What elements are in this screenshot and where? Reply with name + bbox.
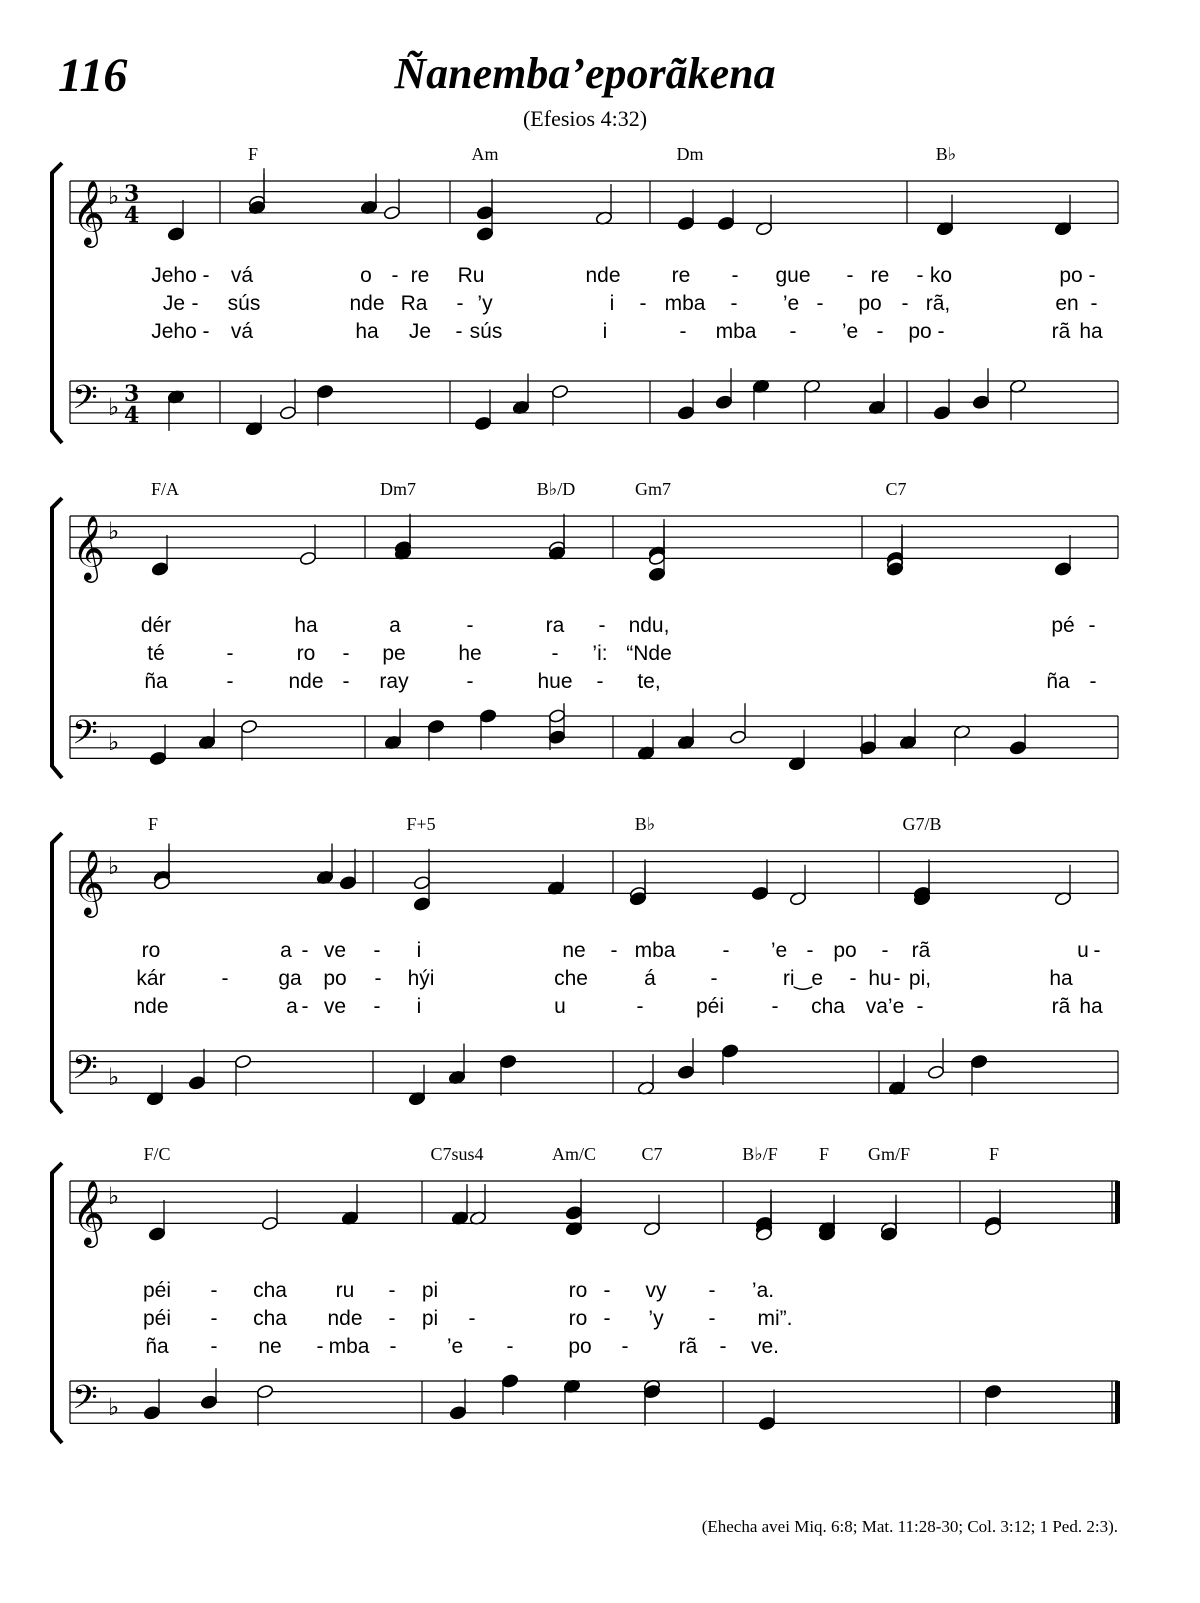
chord-symbol: B♭/D	[536, 479, 576, 499]
lyric-syllable: u	[1077, 939, 1089, 962]
lyric-syllable: i	[602, 320, 608, 343]
lyric-syllable: cha	[253, 1279, 287, 1302]
lyric-syllable: ru	[335, 1279, 355, 1302]
lyric-syllable: ña	[144, 670, 168, 693]
treble-note	[151, 562, 169, 577]
lyric-syllable: -	[849, 967, 857, 990]
treble-note	[751, 886, 769, 901]
lyric-syllable: -	[893, 967, 901, 990]
system-bracket	[52, 1163, 62, 1443]
lyric-syllable: a	[389, 614, 401, 637]
lyric-syllable: ne	[258, 1335, 282, 1358]
treble-note	[299, 551, 317, 566]
bass-note	[499, 1054, 517, 1069]
lyric-syllable: pi	[421, 1279, 439, 1302]
lyric-syllable: -	[937, 320, 945, 343]
lyric-syllable: -	[876, 320, 884, 343]
lyric-syllable: po	[323, 967, 347, 990]
lyric-syllable: ro	[296, 642, 316, 665]
treble-note	[717, 216, 735, 231]
lyric-syllable: a	[280, 939, 292, 962]
lyric-syllable: -	[846, 264, 854, 287]
bass-note	[479, 709, 497, 724]
lyric-syllable: -	[789, 320, 797, 343]
lyric-syllable: -	[1088, 614, 1096, 637]
lyric-syllable: ve	[323, 939, 347, 962]
lyric-syllable: -	[455, 320, 463, 343]
chord-symbol: F/A	[150, 479, 180, 499]
lyric-syllable: -	[210, 1279, 218, 1302]
lyric-syllable: Je	[162, 292, 186, 315]
lyric-syllable: Ra	[400, 292, 428, 315]
lyric-syllable: pi,	[908, 967, 932, 990]
lyric-syllable: nde	[585, 264, 621, 287]
lyric-syllable: i	[416, 939, 422, 962]
lyric-syllable: mba	[664, 292, 706, 315]
lyric-syllable: -	[916, 264, 924, 287]
lyric-syllable: i	[609, 292, 615, 315]
lyric-syllable: hu	[868, 967, 892, 990]
lyric-syllable: -	[916, 995, 924, 1018]
lyric-syllable: -	[1093, 939, 1101, 962]
lyric-syllable: péi	[695, 995, 725, 1018]
lyric-syllable: te,	[637, 670, 661, 693]
lyric-syllable: -	[621, 1335, 629, 1358]
time-signature-top: 3	[124, 181, 140, 208]
lyric-syllable: -	[202, 320, 210, 343]
time-signature-bottom: 4	[124, 202, 140, 229]
lyric-syllable: pe	[382, 642, 406, 665]
lyric-syllable: -	[816, 292, 824, 315]
lyric-syllable: -	[719, 1335, 727, 1358]
lyric-syllable: -	[466, 670, 474, 693]
lyric-syllable: Ru	[457, 264, 485, 287]
bass-staff	[70, 1379, 1120, 1425]
lyric-syllable: cha	[253, 1307, 287, 1330]
treble-note	[383, 205, 401, 220]
lyric-syllable: ve	[323, 995, 347, 1018]
chord-symbol: Dm	[676, 144, 704, 164]
lyric-syllable: -	[466, 614, 474, 637]
lyric-syllable: ra	[545, 614, 565, 637]
bass-note	[1009, 740, 1027, 755]
treble-staff	[70, 515, 1118, 582]
lyric-syllable: -	[468, 1307, 476, 1330]
lyric-syllable: mba	[634, 939, 676, 962]
lyric-syllable: nde	[288, 670, 324, 693]
lyric-syllable: -	[391, 264, 399, 287]
lyric-syllable: -	[603, 1307, 611, 1330]
lyric-syllable: -	[388, 1307, 396, 1330]
treble-note	[476, 227, 494, 242]
final-barline-thick	[1115, 1381, 1120, 1423]
bass-note	[984, 1384, 1002, 1399]
treble-note	[339, 875, 357, 890]
lyric-syllable: -	[806, 939, 814, 962]
bass-note	[677, 405, 695, 420]
lyric-syllable: péi	[142, 1279, 172, 1302]
lyric-syllable: -	[551, 642, 559, 665]
flat-key-signature-icon: ♭	[108, 1062, 120, 1091]
lyric-syllable: -	[342, 670, 350, 693]
treble-note	[413, 897, 431, 912]
lyric-syllable: á	[644, 967, 656, 990]
chord-symbol: Gm/F	[867, 1144, 911, 1164]
lyric-syllable: ha	[1079, 995, 1103, 1018]
flat-key-signature-icon: ♭	[108, 182, 120, 211]
lyric-syllable: mba	[328, 1335, 370, 1358]
flat-key-signature-icon: ♭	[108, 1392, 120, 1421]
lyric-syllable: re	[870, 264, 890, 287]
lyric-syllable: re	[671, 264, 691, 287]
lyric-syllable: ’e	[446, 1335, 464, 1358]
flat-key-signature-icon: ♭	[108, 392, 120, 421]
bass-note	[677, 1065, 695, 1080]
bass-note	[188, 1075, 206, 1090]
treble-note	[148, 1227, 166, 1242]
treble-staff	[70, 180, 1118, 247]
lyric-syllable: po	[908, 320, 932, 343]
lyric-syllable: pé	[1051, 614, 1075, 637]
lyric-syllable: -	[210, 1307, 218, 1330]
lyric-syllable: -	[710, 967, 718, 990]
lyric-syllable: po	[833, 939, 857, 962]
lyric-syllable: ’e	[841, 320, 859, 343]
bass-clef-icon: 𝄢	[72, 1048, 98, 1095]
lyric-syllable: ’e	[770, 939, 788, 962]
lyric-syllable: gue	[775, 264, 811, 287]
chord-symbol: Am/C	[551, 1144, 597, 1164]
lyric-syllable: ña	[145, 1335, 169, 1358]
treble-clef-icon: 𝄞	[72, 180, 106, 246]
bass-note	[474, 416, 492, 431]
treble-clef-icon: 𝄞	[72, 850, 106, 916]
lyric-syllable: ro	[568, 1279, 588, 1302]
lyric-syllable: rã	[1051, 995, 1071, 1018]
lyric-syllable: a	[286, 995, 298, 1018]
bass-note	[729, 730, 747, 745]
chord-symbol: Am	[471, 144, 499, 164]
lyric-syllable: -	[202, 264, 210, 287]
lyric-syllable: vá	[230, 320, 254, 343]
time-signature-bottom: 4	[124, 402, 140, 429]
lyric-syllable: -	[226, 670, 234, 693]
lyric-syllable: -	[456, 292, 464, 315]
treble-staff	[70, 1180, 1120, 1247]
chord-symbol: B♭	[634, 814, 656, 834]
flat-key-signature-icon: ♭	[108, 852, 120, 881]
lyric-syllable: -	[598, 614, 606, 637]
lyric-syllable: ha	[1049, 967, 1073, 990]
system-bracket	[52, 498, 62, 778]
lyric-syllable: re	[410, 264, 430, 287]
lyric-syllable: -	[210, 1335, 218, 1358]
lyric-syllable: o	[360, 264, 372, 287]
time-signature-top: 3	[124, 381, 140, 408]
lyric-syllable: ha	[294, 614, 318, 637]
treble-note	[261, 1216, 279, 1231]
treble-note	[648, 567, 666, 582]
treble-clef-icon: 𝄞	[72, 515, 106, 581]
chord-symbol: Dm7	[380, 479, 416, 499]
bass-note	[715, 395, 733, 410]
lyric-syllable: po	[858, 292, 882, 315]
bass-note	[279, 405, 297, 420]
lyric-syllable: va’e	[865, 995, 905, 1018]
lyric-syllable: po	[568, 1335, 592, 1358]
bass-note	[970, 1054, 988, 1069]
lyric-syllable: ne	[562, 939, 586, 962]
bass-note	[256, 1384, 274, 1399]
lyric-syllable: ’e	[782, 292, 800, 315]
lyric-syllable: vá	[230, 264, 254, 287]
lyric-syllable: po	[1059, 264, 1083, 287]
treble-clef-icon: 𝄞	[72, 1180, 106, 1246]
lyric-syllable: hue	[537, 670, 573, 693]
lyric-syllable: -	[373, 939, 381, 962]
lyric-syllable: -	[388, 1279, 396, 1302]
bass-note	[501, 1374, 519, 1389]
lyric-syllable: -	[881, 939, 889, 962]
lyric-syllable: -	[771, 995, 779, 1018]
treble-note	[167, 227, 185, 242]
lyric-syllable: -	[679, 320, 687, 343]
lyric-syllable: -	[730, 292, 738, 315]
lyric-syllable: -	[1089, 670, 1097, 693]
bass-note	[933, 405, 951, 420]
chord-symbol: F+5	[406, 814, 436, 834]
bass-note	[551, 384, 569, 399]
lyric-syllable: cha	[811, 995, 845, 1018]
music-system-2	[52, 498, 1118, 778]
lyric-syllable: ro	[568, 1307, 588, 1330]
lyric-syllable: nde	[349, 292, 385, 315]
lyric-syllable: kár	[136, 967, 166, 990]
lyric-syllable: ha	[1079, 320, 1103, 343]
lyric-syllable: péi	[142, 1307, 172, 1330]
system-bracket	[52, 163, 62, 443]
lyric-syllable: sús	[469, 320, 503, 343]
lyric-syllable: nde	[327, 1307, 363, 1330]
system-bracket	[52, 833, 62, 1113]
chord-symbol: F/C	[143, 1144, 171, 1164]
treble-note	[476, 205, 494, 220]
bass-note	[548, 730, 566, 745]
bass-note	[149, 751, 167, 766]
chord-symbol: B♭	[935, 144, 957, 164]
bass-note	[972, 395, 990, 410]
lyric-syllable: vy	[645, 1279, 667, 1302]
lyric-syllable: -	[373, 995, 381, 1018]
lyric-syllable: -	[301, 995, 309, 1018]
lyric-syllable: ha	[355, 320, 379, 343]
lyric-syllable: rã,	[925, 292, 951, 315]
bass-staff	[70, 379, 1118, 429]
bass-note	[316, 384, 334, 399]
lyric-syllable: Jeho	[151, 320, 197, 343]
chord-symbol: Gm7	[635, 479, 671, 499]
hymn-number: 116	[58, 49, 128, 102]
footer-references: (Ehecha avei Miq. 6:8; Mat. 11:28-30; Col. 3:12; 1 Ped. 2:3).	[701, 1517, 1118, 1536]
lyric-syllable: -	[708, 1279, 716, 1302]
chord-symbol: C7sus4	[430, 1144, 484, 1164]
lyric-syllable: -	[610, 939, 618, 962]
scripture-reference: (Efesios 4:32)	[522, 106, 648, 131]
lyric-syllable: mi”.	[757, 1307, 793, 1330]
lyric-syllable: “Nde	[626, 642, 672, 665]
lyric-syllable: té	[147, 642, 165, 665]
lyric-syllable: -	[731, 264, 739, 287]
lyric-syllable: -	[603, 1279, 611, 1302]
bass-note	[721, 1044, 739, 1059]
music-system-1	[52, 163, 1118, 443]
lyric-syllable: ro	[141, 939, 161, 962]
lyric-syllable: nde	[133, 995, 169, 1018]
lyric-syllable: Jeho	[151, 264, 197, 287]
bass-note	[548, 709, 566, 724]
lyric-syllable: ña	[1046, 670, 1070, 693]
bass-note	[234, 1054, 252, 1069]
bass-clef-icon: 𝄢	[72, 1378, 98, 1425]
final-barline-thick	[1115, 1181, 1120, 1223]
treble-note	[677, 216, 695, 231]
bass-note	[143, 1405, 161, 1420]
lyric-syllable: dér	[140, 614, 172, 637]
lyric-syllable: -	[316, 1335, 324, 1358]
lyric-syllable: -	[226, 642, 234, 665]
bass-note	[427, 719, 445, 734]
lyric-syllable: -	[389, 1335, 397, 1358]
lyric-syllable: i	[416, 995, 422, 1018]
music-system-4	[52, 1163, 1120, 1443]
lyric-syllable: mba	[715, 320, 757, 343]
bass-note	[449, 1405, 467, 1420]
lyric-syllable: -	[639, 292, 647, 315]
lyric-syllable: ndu,	[628, 614, 670, 637]
bass-clef-icon: 𝄢	[72, 713, 98, 760]
chord-symbol: B♭/F	[742, 1144, 778, 1164]
chord-symbol: F	[247, 144, 259, 164]
chord-symbol: G7/B	[902, 814, 942, 834]
treble-staff	[70, 850, 1118, 917]
lyric-syllable: Je	[408, 320, 432, 343]
bass-note	[927, 1065, 945, 1080]
flat-key-signature-icon: ♭	[108, 517, 120, 546]
treble-note	[1054, 562, 1072, 577]
lyric-syllable: -	[374, 967, 382, 990]
lyric-syllable: -	[506, 1335, 514, 1358]
bass-staff	[70, 1049, 1118, 1095]
lyric-syllable: sús	[227, 292, 261, 315]
lyric-syllable: ’a.	[751, 1279, 775, 1302]
lyric-syllable: ri‿e	[782, 967, 824, 990]
lyric-syllable: he	[458, 642, 482, 665]
lyric-syllable: -	[191, 292, 199, 315]
chord-symbol: C7	[641, 1144, 663, 1164]
lyric-syllable: -	[596, 670, 604, 693]
lyric-syllable: rã	[678, 1335, 698, 1358]
lyric-syllable: -	[901, 292, 909, 315]
lyric-syllable: rã	[1051, 320, 1071, 343]
lyric-syllable: ’i:	[592, 642, 608, 665]
flat-key-signature-icon: ♭	[108, 1182, 120, 1211]
bass-note	[240, 719, 258, 734]
lyric-syllable: rã	[911, 939, 931, 962]
treble-note	[565, 1205, 583, 1220]
bass-clef-icon: 𝄢	[72, 378, 98, 425]
lyric-syllable: che	[554, 967, 588, 990]
lyric-syllable: ko	[929, 264, 953, 287]
lyric-syllable: hýi	[407, 967, 435, 990]
lyric-syllable: -	[301, 939, 309, 962]
lyric-syllable: -	[342, 642, 350, 665]
lyric-syllable: -	[722, 939, 730, 962]
chord-symbol: F	[988, 1144, 1000, 1164]
lyric-syllable: -	[1088, 264, 1096, 287]
lyric-syllable: -	[636, 995, 644, 1018]
bass-note	[200, 1395, 218, 1410]
chord-symbol: F	[818, 1144, 830, 1164]
treble-note	[413, 875, 431, 890]
lyric-syllable: en	[1055, 292, 1079, 315]
lyric-syllable: ve.	[750, 1335, 780, 1358]
lyric-syllable: u	[554, 995, 566, 1018]
lyric-syllable: ga	[278, 967, 302, 990]
lyric-syllable: -	[708, 1307, 716, 1330]
chord-symbol: C7	[885, 479, 907, 499]
lyric-syllable: -	[1090, 292, 1098, 315]
hymn-title: Ñanemba’eporãkena	[394, 49, 776, 98]
lyric-syllable: ’y	[477, 292, 493, 315]
chord-symbol: F	[147, 814, 159, 834]
flat-key-signature-icon: ♭	[108, 727, 120, 756]
lyric-syllable: -	[221, 967, 229, 990]
lyric-syllable: ray	[379, 670, 409, 693]
lyric-syllable: pi	[421, 1307, 439, 1330]
bass-note	[758, 1416, 776, 1431]
lyric-syllable: ’y	[648, 1307, 664, 1330]
